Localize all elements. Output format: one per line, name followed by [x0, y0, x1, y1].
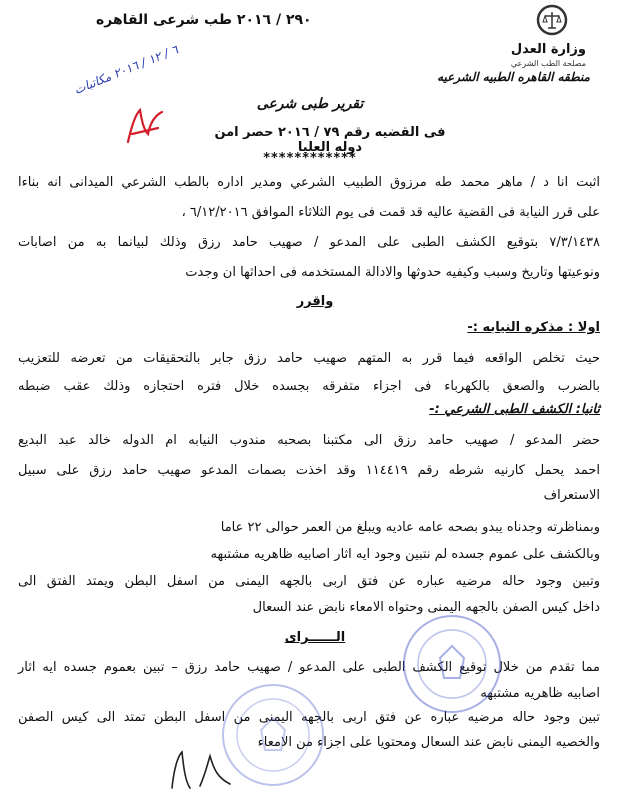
section-prosecution-line: بالضرب والصعق بالكهرباء فى اجزاء متفرقه بجسده خلال فتره احتجازه وذلك عقب ضبطه — [18, 379, 600, 394]
ministry-department: مصلحة الطب الشرعي — [510, 59, 586, 68]
red-handwritten-initials-icon — [122, 104, 168, 148]
case-number-line: فى القضيه رقم ٧٩ / ٢٠١٦ حصر امن دوله العليا — [214, 125, 446, 155]
opinion-heading: الــــــراى — [284, 630, 346, 645]
opinion-line: اصابيه ظاهريه مشتبهه — [480, 686, 600, 701]
intro-line: ٧/٣/١٤٣٨ بتوقيع الكشف الطبى على المدعو / صهيب حامد رزق وذلك لبيانما به من اصابات — [18, 235, 600, 250]
section-medical-line: وبالكشف على عموم جسده لم نتبين وجود ايه اثار اصابيه ظاهريه مشتبهه — [210, 547, 600, 562]
intro-line: ونوعيتها وتاريخ وسبب وكيفيه حدوثها والادالة المستخدمه فى احداثها ان وجدت — [185, 265, 600, 280]
section-prosecution-line: حيث تخلص الواقعه فيما قرر به المتهم صهيب حامد رزق جابر بالتحقيقات من تعرضه للتعزيب — [18, 351, 600, 366]
opinion-line: مما تقدم من خلال توقيع الكشف الطبى على المدعو / صهيب حامد رزق – تبين بعموم جسده ايه اثار — [18, 660, 600, 675]
section-medical-line: داخل كيس الصفن بالجهه اليمنى وحتواه الامعاء نابض عند السعال — [252, 600, 600, 615]
section-prosecution-memo-heading: اولا : مذكره النيابه :- — [467, 320, 600, 335]
official-seal-stamp-icon — [400, 612, 504, 716]
report-title: تقرير طبى شرعى — [256, 96, 364, 112]
justice-scales-icon — [536, 4, 568, 36]
aqrar-heading: واقرر — [296, 294, 334, 309]
section-medical-line: الاستعراف — [543, 488, 600, 503]
section-medical-line: احمد يحمل كارنيه شرطه رقم ١١٤٤١٩ وقد اخذت بصمات المدعو صهيب حامد رزق على سبيل — [18, 463, 601, 478]
ministry-name: وزارة العدل — [510, 42, 586, 57]
section-medical-line: وبمناظرته وجدناه يبدو بصحه عامه عاديه ويبلغ من العمر حوالى ٢٢ عاما — [220, 520, 600, 535]
intro-line: على قرر النيابة فى القضية عاليه قد قمت فى يوم الثلاثاء الموافق ٦/١٢/٢٠١٦ ، — [181, 205, 600, 220]
separator-stars: ************ — [263, 151, 357, 166]
section-medical-line: حضر المدعو / صهيب حامد رزق الى مكتبنا بصحبه مندوب النيابه ام الدوله خالد عبد البديع — [18, 433, 600, 448]
section-medical-line: وتبين وجود حاله مرضيه عباره عن فتق اربى بالجهه اليمنى من اسفل البطن ويمتد الفتق الى — [18, 574, 600, 589]
handwritten-date-note: ٦ / ١٢ / ٢٠١٦ مكاتبات — [72, 42, 181, 97]
opinion-line: والخصيه اليمنى نابض عند السعال ومحتويا على اجزاء من الامعاء — [257, 735, 600, 750]
forensic-region-name: منطقه القاهره الطبيه الشرعيه — [437, 70, 590, 84]
report-reference-number: ٢٩٠ / ٢٠١٦ طب شرعى القاهره — [96, 12, 312, 28]
handwritten-signature-icon — [160, 748, 270, 792]
intro-line: اثبت انا د / ماهر محمد طه مرزوق الطبيب الشرعي ومدير اداره بالطب الشرعي الميدانى انه بناءا — [18, 175, 600, 190]
opinion-line: تبين وجود حاله مرضيه عباره عن فتق اربى بالجهه اليمنى من اسفل البطن تمتد الى كيس الصفن — [18, 710, 600, 725]
section-medical-exam-heading: ثانيا: الكشف الطبى الشرعي :- — [429, 402, 600, 417]
